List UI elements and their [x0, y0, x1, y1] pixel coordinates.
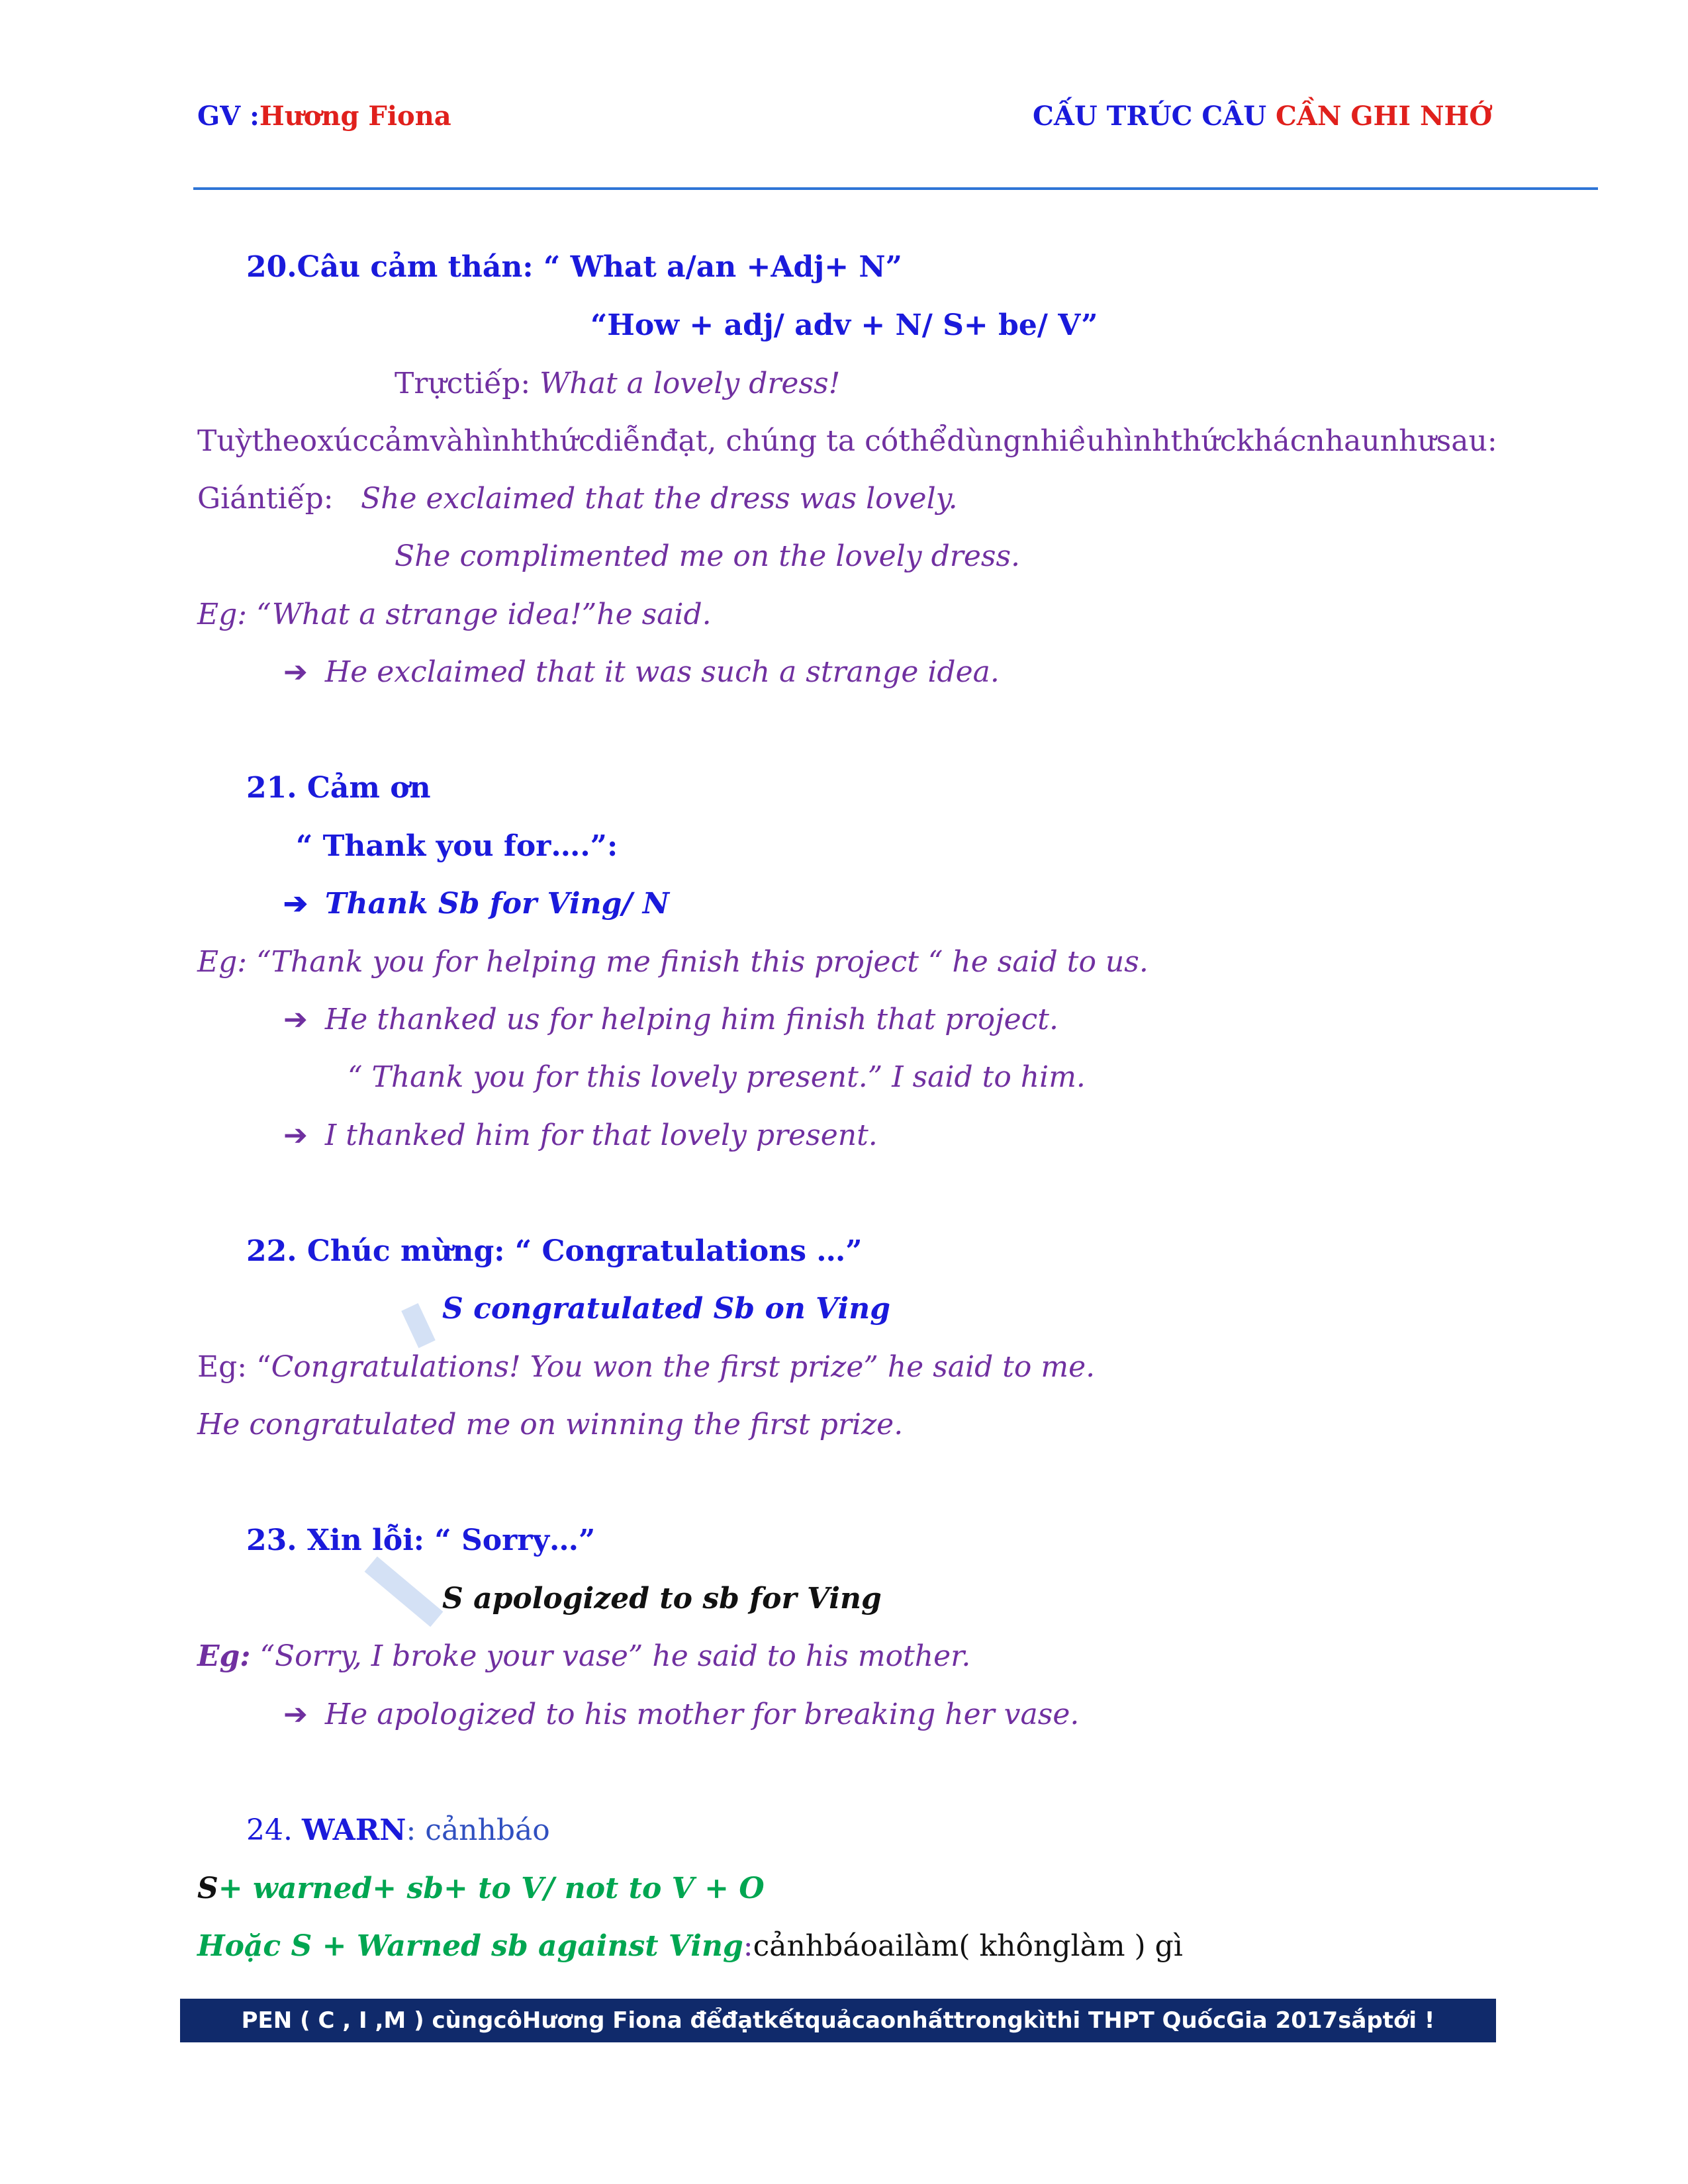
- section-24-alternative: [197, 1929, 1183, 1963]
- section-20-example: Eg: “What a strange idea!”he said.: [197, 598, 712, 631]
- document-title: [1033, 101, 1492, 132]
- alt-structure: Hoặc S + Warned sb against Ving: [197, 1929, 743, 1963]
- arrow-icon: ➔: [283, 655, 308, 689]
- arrow-icon: ➔: [283, 887, 308, 921]
- example-text: Congratulations! You won the first prize” he said to me.: [271, 1350, 1096, 1384]
- section-20-title: 20.Câu cảm thán: “ What a/an +Adj+ N”: [246, 250, 902, 284]
- section-21-answer-1: [283, 1003, 1058, 1036]
- section-21-answer-2: [283, 1118, 878, 1152]
- section-23-title: 23. Xin lỗi: “ Sorry…”: [246, 1524, 596, 1557]
- section-24-number: 24.: [246, 1813, 302, 1847]
- formula-rest: + warned+ sb+ to V/ not to V + O: [218, 1872, 765, 1905]
- section-24-title: [246, 1813, 550, 1847]
- structure-text: Thank Sb for Ving/ N: [324, 887, 669, 921]
- title-part2: CẦN GHI NHỚ: [1276, 101, 1493, 132]
- section-22-title: 22. Chúc mừng: “ Congratulations …”: [246, 1234, 863, 1268]
- section-23-answer: [283, 1698, 1079, 1731]
- teacher-prefix: GV :: [197, 101, 259, 132]
- section-21-example-2: “ Thank you for this lovely present.” I said to him.: [348, 1060, 1086, 1094]
- answer-text: He exclaimed that it was such a strange idea.: [324, 655, 1000, 689]
- section-20-note: Tuỳtheoxúccảmvàhìnhthứcdiễnđạt, chúng ta cóthểdùngnhiềuhìnhthứckhácnhaunhưsau:: [197, 424, 1497, 458]
- teacher-label: [197, 101, 451, 132]
- answer-text: He apologized to his mother for breaking her vase.: [324, 1698, 1080, 1731]
- section-21-structure: [283, 887, 669, 921]
- section-23-structure: S apologized to sb for Ving: [442, 1582, 882, 1615]
- direct-example: What a lovely dress!: [539, 367, 841, 400]
- section-24-keyword: WARN: [301, 1813, 406, 1847]
- watermark-fragment: [401, 1303, 436, 1348]
- header-rule: [193, 187, 1598, 190]
- section-22-example: [197, 1350, 1095, 1384]
- answer-text: I thanked him for that lovely present.: [324, 1118, 878, 1152]
- indirect-example-2: She complimented me on the lovely dress.: [395, 539, 1021, 573]
- direct-label: Trựctiếp:: [395, 367, 540, 400]
- section-20-direct: [395, 367, 840, 400]
- alt-meaning: cảnhbáoailàm( khônglàm ) gì: [753, 1929, 1183, 1963]
- indirect-example-1: She exclaimed that the dress was lovely.: [361, 482, 958, 516]
- formula-subject: S: [197, 1872, 218, 1905]
- section-20-formula-how: “How + adj/ adv + N/ S+ be/ V”: [590, 308, 1098, 342]
- section-24-meaning: : cảnhbáo: [406, 1813, 550, 1847]
- arrow-icon: ➔: [283, 1118, 308, 1152]
- indirect-label: Giántiếp:: [197, 482, 334, 516]
- section-21-example-1: Eg: “Thank you for helping me finish this project “ he said to us.: [197, 945, 1149, 979]
- section-21-title: 21. Cảm ơn: [246, 771, 431, 805]
- example-label: Eg:: [197, 1639, 251, 1673]
- section-20-answer: [283, 655, 1000, 689]
- section-22-structure: S congratulated Sb on Ving: [442, 1292, 890, 1326]
- section-23-example: [197, 1639, 970, 1673]
- footer-banner: [180, 1999, 1496, 2042]
- watermark-fragment: [365, 1557, 444, 1627]
- arrow-icon: ➔: [283, 1003, 308, 1036]
- section-22-answer: He congratulated me on winning the first prize.: [197, 1408, 904, 1441]
- section-24-formula: [197, 1872, 765, 1905]
- teacher-name: Hương Fiona: [259, 101, 451, 132]
- example-prefix: Eg: “: [197, 1350, 271, 1384]
- example-text: “Sorry, I broke your vase” he said to his mother.: [250, 1639, 971, 1673]
- alt-colon: :: [743, 1929, 753, 1963]
- arrow-icon: ➔: [283, 1698, 308, 1731]
- title-part1: CẤU TRÚC CÂU: [1033, 101, 1276, 132]
- footer-text: PEN ( C , I ,M ) cùngcôHương Fiona đểđạtkếtquảcaonhấttrongkìthi THPT QuốcGia 2017sắptới !: [241, 2007, 1435, 2034]
- section-21-formula: “ Thank you for….”:: [296, 829, 618, 863]
- answer-text: He thanked us for helping him finish that project.: [324, 1003, 1058, 1036]
